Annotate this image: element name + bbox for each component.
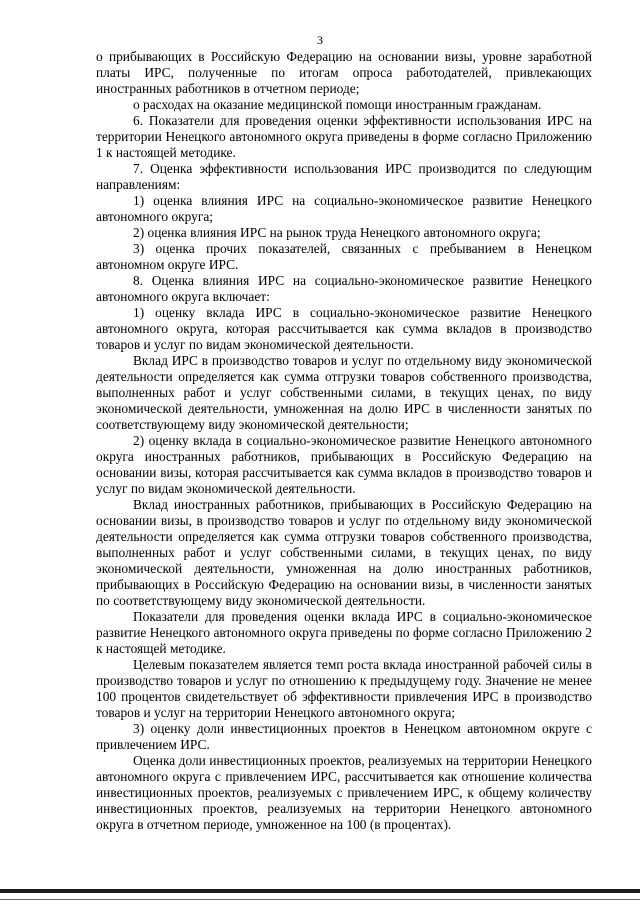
page-bottom-line [0,899,640,900]
paragraph: 1) оценка влияния ИРС на социально-экономическое развитие Ненецкого автономного округа; [96,193,592,224]
paragraph: Целевым показателем является темп роста вклада иностранной рабочей силы в производство товаров и услуг по отношению к предыдущему году. Значение не менее 100 процентов свидетельствует об эффективности привлечения ИРС в производство товаров и услуг на территории Ненецкого автономного округа; [96,657,592,720]
paragraph: 3) оценку доли инвестиционных проектов в Ненецком автономном округе с привлечением ИРС. [96,721,592,752]
paragraph: о расходах на оказание медицинской помощи иностранным гражданам. [133,97,542,112]
paragraph: Вклад иностранных работников, прибывающих в Российскую Федерацию на основании визы, в производство товаров и услуг по отдельному виду экономической деятельности определяется как сумма отгрузки товаров собственного производства, выполненных работ и услуг собственными силами, в текущих ценах, по виду экономической деятельности, умноженная на долю иностранных работников, прибывающих в Российскую Федерацию на основании визы, в численности занятых по соответствующему виду экономической деятельности. [96,497,592,608]
paragraph: 7. Оценка эффективности использования ИРС производится по следующим направлениям: [96,161,592,192]
paragraph: 2) оценку вклада в социально-экономическое развитие Ненецкого автономного округа иностранных работников, прибывающих в Российскую Федерацию на основании визы, которая рассчитывается как сумма вкладов в производство товаров и услуг по видам экономической деятельности. [96,433,592,496]
paragraph: Вклад ИРС в производство товаров и услуг по отдельному виду экономической деятельности определяется как сумма отгрузки товаров собственного производства, выполненных работ и услуг собственными силами, в текущих ценах, по виду экономической деятельности, умноженная на долю ИРС в численности занятых по соответствующему виду экономической деятельности; [96,353,592,432]
paragraph: 1) оценку вклада ИРС в социально-экономическое развитие Ненецкого автономного округа, которая рассчитывается как сумма вкладов в производство товаров и услуг по видам экономической деятельности. [96,305,592,352]
page-number: 3 [317,33,323,47]
paragraph: 8. Оценка влияния ИРС на социально-экономическое развитие Ненецкого автономного округа включает: [96,273,592,304]
paragraph: Показатели для проведения оценки вклада ИРС в социально-экономическое развитие Ненецкого автономного округа приведены по форме согласно Приложению 2 к настоящей методике. [96,609,592,656]
paragraph: 2) оценка влияния ИРС на рынок труда Ненецкого автономного округа; [133,225,541,240]
paragraph: Оценка доли инвестиционных проектов, реализуемых на территории Ненецкого автономного округа с привлечением ИРС, рассчитывается как отношение количества инвестиционных проектов, реализуемых с привлечением ИРС, к общему количеству инвестиционных проектов, реализуемых на территории Ненецкого автономного округа в отчетном периоде, умноженное на 100 (в процентах). [96,753,592,832]
paragraph: о прибывающих в Российскую Федерацию на основании визы, уровне заработной платы ИРС, полученные по итогам опроса работодателей, привлекающих иностранных работников в отчетном периоде; [96,49,592,96]
document-body [96,49,592,833]
page-bottom-border [0,889,640,893]
paragraph: 3) оценка прочих показателей, связанных с пребыванием в Ненецком автономном округе ИРС. [96,241,592,272]
paragraph: 6. Показатели для проведения оценки эффективности использования ИРС на территории Ненецкого автономного округа приведены в форме согласно Приложению 1 к настоящей методике. [96,113,592,160]
